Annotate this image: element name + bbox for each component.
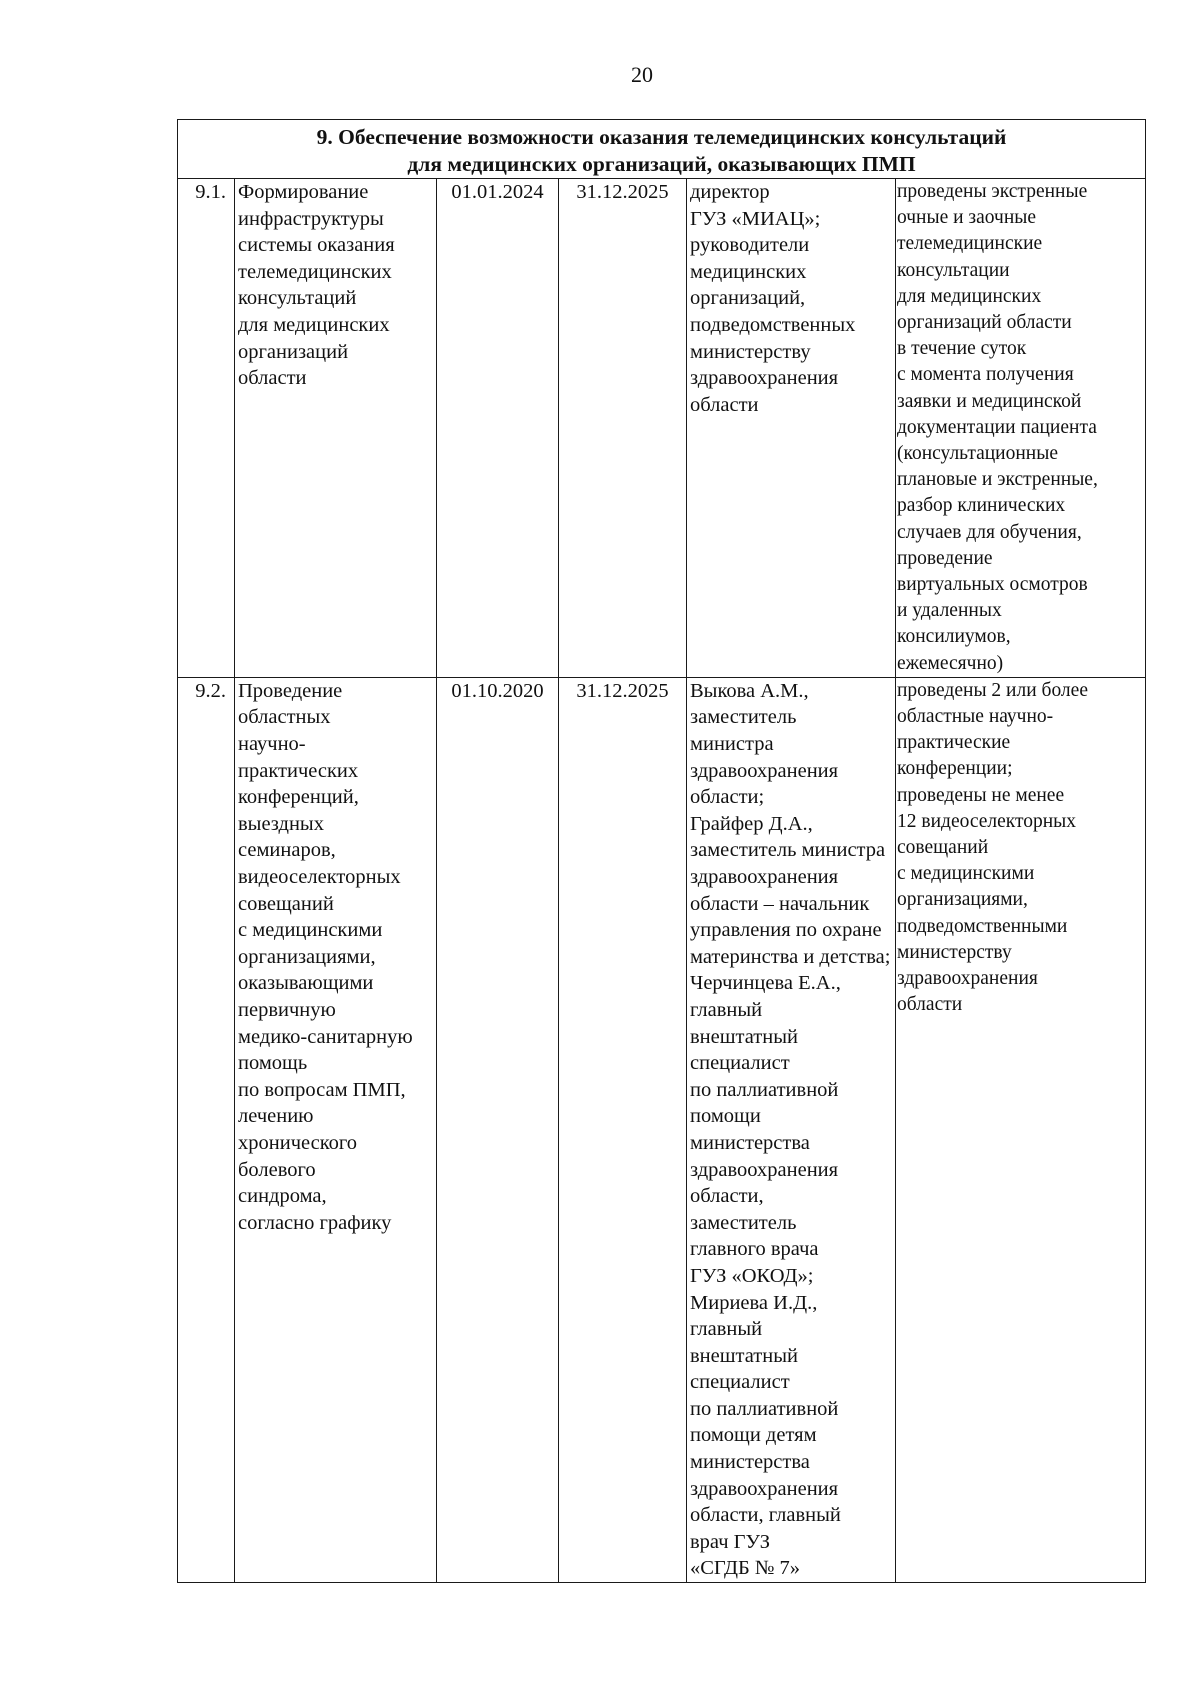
table-row [178, 677, 1146, 1582]
end-date-cell: 31.12.2025 [559, 179, 687, 678]
table-row [178, 179, 1146, 678]
row-number: 9.1. [178, 179, 235, 678]
page-number: 20 [631, 62, 653, 87]
plan-table [177, 119, 1146, 1583]
result-cell: проведены 2 или более областные научно- практические конференции; проведены не менее 12 видеоселекторных совещаний с медицинскими организациями, подведомственными министерству здравоохранения области [896, 677, 1146, 1582]
start-date-cell: 01.01.2024 [437, 179, 559, 678]
section-title: 9. Обеспечение возможности оказания телемедицинских консультаций для медицинских организаций, оказывающих ПМП [178, 120, 1146, 179]
result-cell: проведены экстренные очные и заочные телемедицинские консультации для медицинских организаций области в течение суток с момента получения заявки и медицинской документации пациента (консультационные плановые и экстренные, разбор клинических случаев для обучения, проведение виртуальных осмотров и удаленных консилиумов, ежемесячно) [896, 179, 1146, 678]
measure-cell: Формирование инфраструктуры системы оказания телемедицинских консультаций для медицинских организаций области [235, 179, 437, 678]
responsible-cell: Выкова А.М., заместитель министра здравоохранения области; Грайфер Д.А., заместитель министра здравоохранения области – начальник управления по охране материнства и детства; Черчинцева Е.А., главный внештатный специалист по паллиативной помощи министерства здравоохранения области, заместитель главного врача ГУЗ «ОКОД»; Мириева И.Д., главный внештатный специалист по паллиативной помощи детям министерства здравоохранения области, главный врач ГУЗ «СГДБ № 7» [687, 677, 896, 1582]
section-header-row [178, 120, 1146, 179]
start-date-cell: 01.10.2020 [437, 677, 559, 1582]
responsible-cell: директор ГУЗ «МИАЦ»; руководители медицинских организаций, подведомственных министерству здравоохранения области [687, 179, 896, 678]
row-number: 9.2. [178, 677, 235, 1582]
end-date-cell: 31.12.2025 [559, 677, 687, 1582]
measure-cell: Проведение областных научно- практических конференций, выездных семинаров, видеоселекторных совещаний с медицинскими организациями, оказывающими первичную медико-санитарную помощь по вопросам ПМП, лечению хронического болевого синдрома, согласно графику [235, 677, 437, 1582]
